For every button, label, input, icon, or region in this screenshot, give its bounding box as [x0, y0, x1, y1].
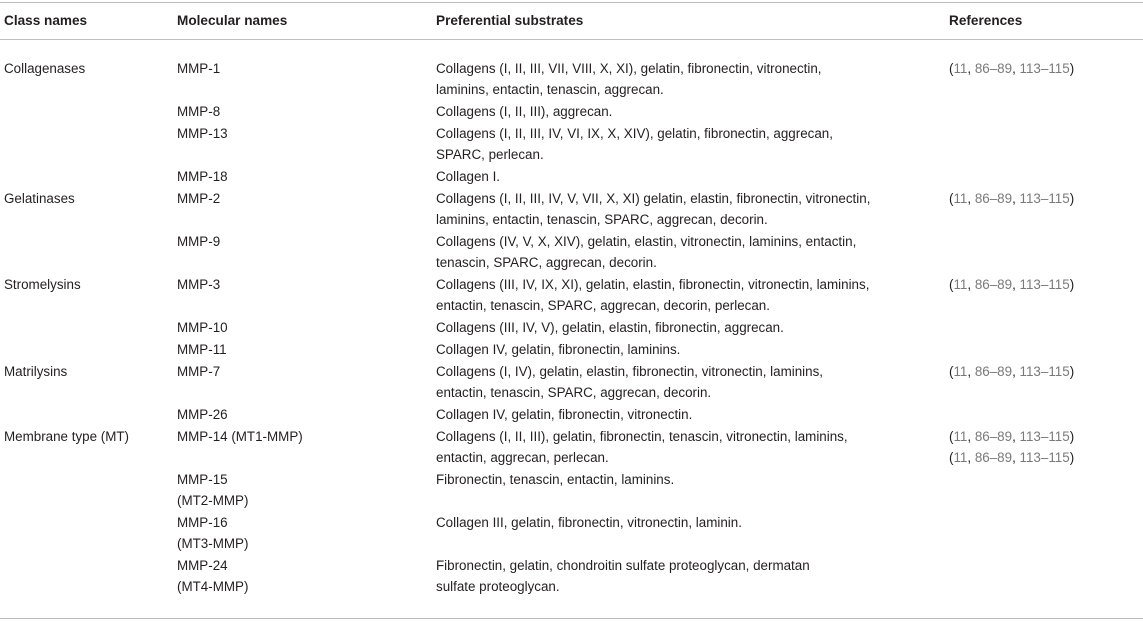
reference-link[interactable]: 11 [953, 61, 968, 76]
molecular-name-line: MMP-26 [177, 407, 228, 422]
ref-close-paren: ) [1069, 191, 1075, 206]
reference-line [949, 426, 1074, 447]
substrates-line: Collagens (IV, V, X, XIV), gelatin, elastin, vitronectin, laminins, entactin, [436, 234, 857, 249]
reference-link[interactable]: 113–115 [1019, 429, 1070, 444]
ref-close-paren: ) [1069, 61, 1075, 76]
substrates-line: SPARC, perlecan. [436, 147, 544, 162]
ref-separator: , [967, 191, 975, 206]
molecular-name-line: MMP-16 [177, 515, 228, 530]
class-name-cell: Gelatinases [4, 191, 75, 206]
molecular-name-line: MMP-10 [177, 320, 228, 335]
reference-link[interactable]: 113–115 [1019, 364, 1070, 379]
ref-separator: , [967, 450, 975, 465]
class-name-cell: Matrilysins [4, 364, 68, 379]
substrates-line: Collagens (I, II, III), gelatin, fibronectin, tenascin, vitronectin, laminins, [436, 429, 848, 444]
molecular-name-cell [177, 231, 220, 252]
molecular-name-cell [177, 58, 220, 79]
molecular-name-line: MMP-15 [177, 472, 228, 487]
molecular-name-line: MMP-1 [177, 61, 221, 76]
substrates-cell [436, 58, 822, 100]
reference-link[interactable]: 113–115 [1019, 277, 1070, 292]
molecular-name-line: MMP-7 [177, 364, 221, 379]
substrates-line: Collagens (III, IV, V), gelatin, elastin, fibronectin, aggrecan. [436, 320, 784, 335]
references-cell [949, 274, 1074, 295]
ref-separator: , [967, 429, 975, 444]
substrates-line: Collagens (I, II, III), aggrecan. [436, 104, 613, 119]
table-row [0, 469, 1143, 512]
substrates-cell [436, 361, 823, 403]
ref-separator: , [1012, 429, 1020, 444]
reference-link[interactable]: 11 [953, 277, 968, 292]
molecular-name-cell [177, 166, 228, 187]
reference-line [949, 188, 1074, 209]
table-row [0, 555, 1143, 598]
ref-separator: , [967, 277, 975, 292]
reference-link[interactable]: 86–89 [974, 429, 1013, 444]
molecular-name-line: MMP-8 [177, 104, 221, 119]
ref-separator: , [1012, 191, 1020, 206]
reference-link[interactable]: 11 [953, 364, 968, 379]
ref-close-paren: ) [1069, 364, 1075, 379]
table-row [0, 231, 1143, 274]
substrates-line: entactin, tenascin, SPARC, aggrecan, decorin, perlecan. [436, 298, 770, 313]
table-row [0, 404, 1143, 426]
substrates-line: entactin, tenascin, SPARC, aggrecan, decorin. [436, 385, 712, 400]
substrates-line: Collagens (I, II, III, IV, VI, IX, X, XIV), gelatin, fibronectin, aggrecan, [436, 126, 833, 141]
reference-link[interactable]: 11 [953, 450, 968, 465]
references-cell [949, 58, 1074, 79]
substrates-line: laminins, entactin, tenascin, aggrecan. [436, 82, 664, 97]
molecular-name-line: MMP-24 [177, 558, 228, 573]
table-row [0, 166, 1143, 188]
molecular-name-line: MMP-11 [177, 342, 227, 357]
substrates-line: tenascin, SPARC, aggrecan, decorin. [436, 255, 657, 270]
table-body [0, 58, 1143, 598]
molecular-name-line: (MT2-MMP) [177, 493, 249, 508]
substrates-line: Collagen III, gelatin, fibronectin, vitronectin, laminin. [436, 515, 742, 530]
molecular-name-cell [177, 123, 228, 144]
ref-open-paren: ( [949, 277, 954, 292]
molecular-name-cell [177, 426, 303, 447]
table-row [0, 58, 1143, 101]
ref-separator: , [1012, 364, 1020, 379]
table-row [0, 426, 1143, 469]
substrates-line: Collagens (I, IV), gelatin, elastin, fibronectin, vitronectin, laminins, [436, 364, 824, 379]
molecular-name-cell [177, 101, 220, 122]
ref-separator: , [967, 364, 975, 379]
substrates-cell [436, 231, 856, 273]
substrates-cell [436, 123, 833, 165]
substrates-line: laminins, entactin, tenascin, SPARC, aggrecan, decorin. [436, 212, 768, 227]
substrates-cell [436, 426, 848, 468]
reference-line [949, 361, 1074, 382]
references-cell [949, 188, 1074, 209]
table-row [0, 339, 1143, 361]
molecular-name-line: MMP-14 (MT1-MMP) [177, 429, 303, 444]
substrates-cell [436, 317, 784, 338]
class-name-cell: Stromelysins [4, 277, 81, 292]
molecular-name-line: MMP-9 [177, 234, 221, 249]
molecular-name-cell [177, 274, 220, 295]
table-bottom-rule [0, 618, 1143, 619]
molecular-name-line: MMP-13 [177, 126, 228, 141]
table-row [0, 361, 1143, 404]
reference-link[interactable]: 86–89 [974, 61, 1013, 76]
molecular-name-line: MMP-18 [177, 169, 228, 184]
substrates-line: Fibronectin, tenascin, entactin, laminins. [436, 472, 675, 487]
reference-link[interactable]: 86–89 [974, 191, 1013, 206]
reference-line [949, 447, 1074, 468]
reference-line [949, 274, 1074, 295]
substrates-line: Collagen IV, gelatin, fibronectin, laminins. [436, 342, 681, 357]
substrates-line: Collagen IV, gelatin, fibronectin, vitronectin. [436, 407, 693, 422]
table-row [0, 123, 1143, 166]
ref-open-paren: ( [949, 429, 954, 444]
table-row [0, 274, 1143, 317]
substrates-line: Collagens (I, II, III, VII, VIII, X, XI), gelatin, fibronectin, vitronectin, [436, 61, 822, 76]
table-row [0, 188, 1143, 231]
table-row [0, 101, 1143, 123]
table-row [0, 512, 1143, 555]
header-rule [0, 39, 1143, 40]
header-class-names: Class names [4, 13, 88, 28]
reference-link[interactable]: 11 [953, 429, 968, 444]
molecular-name-line: MMP-3 [177, 277, 221, 292]
molecular-name-cell [177, 404, 228, 425]
reference-link[interactable]: 11 [953, 191, 968, 206]
substrates-cell [436, 274, 869, 316]
header-molecular-names: Molecular names [177, 13, 288, 28]
substrates-cell [436, 555, 810, 597]
references-cell [949, 426, 1074, 468]
substrates-line: Collagens (III, IV, IX, XI), gelatin, elastin, fibronectin, vitronectin, laminins, [436, 277, 870, 292]
reference-link[interactable]: 86–89 [974, 364, 1013, 379]
reference-line [949, 58, 1074, 79]
table-row [0, 317, 1143, 339]
reference-link[interactable]: 113–115 [1019, 61, 1070, 76]
header-preferential-substrates: Preferential substrates [436, 13, 584, 28]
class-name-cell: Membrane type (MT) [4, 429, 130, 444]
ref-separator: , [967, 61, 975, 76]
ref-separator: , [1012, 61, 1020, 76]
substrates-line: Collagens (I, II, III, IV, V, VII, X, XI) gelatin, elastin, fibronectin, vitronectin, [436, 191, 871, 206]
header-references: References [949, 13, 1023, 28]
substrates-line: sulfate proteoglycan. [436, 579, 560, 594]
molecular-name-line: (MT4-MMP) [177, 579, 249, 594]
ref-close-paren: ) [1069, 429, 1075, 444]
substrates-cell [436, 404, 692, 425]
substrates-line: Fibronectin, gelatin, chondroitin sulfate proteoglycan, dermatan [436, 558, 810, 573]
substrates-cell [436, 166, 500, 187]
ref-close-paren: ) [1069, 450, 1075, 465]
ref-separator: , [1012, 277, 1020, 292]
substrates-cell [436, 101, 612, 122]
reference-link[interactable]: 113–115 [1019, 191, 1070, 206]
molecular-name-cell [177, 469, 248, 511]
substrates-cell [436, 188, 870, 230]
ref-open-paren: ( [949, 61, 954, 76]
substrates-cell [436, 339, 680, 360]
substrates-line: Collagen I. [436, 169, 501, 184]
ref-open-paren: ( [949, 364, 954, 379]
molecular-name-cell [177, 188, 220, 209]
molecular-name-cell [177, 339, 227, 360]
ref-separator: , [1012, 450, 1020, 465]
molecular-name-line: (MT3-MMP) [177, 536, 249, 551]
molecular-name-cell [177, 512, 248, 554]
reference-link[interactable]: 86–89 [974, 277, 1013, 292]
substrates-cell [436, 469, 674, 490]
molecular-name-line: MMP-2 [177, 191, 221, 206]
substrates-line: entactin, aggrecan, perlecan. [436, 450, 609, 465]
ref-open-paren: ( [949, 450, 954, 465]
molecular-name-cell [177, 361, 220, 382]
references-cell [949, 361, 1074, 382]
reference-link[interactable]: 86–89 [974, 450, 1013, 465]
class-name-cell: Collagenases [4, 61, 86, 76]
reference-link[interactable]: 113–115 [1019, 450, 1070, 465]
molecular-name-cell [177, 317, 228, 338]
ref-open-paren: ( [949, 191, 954, 206]
table-top-rule [0, 2, 1143, 3]
molecular-name-cell [177, 555, 248, 597]
substrates-cell [436, 512, 742, 533]
ref-close-paren: ) [1069, 277, 1075, 292]
